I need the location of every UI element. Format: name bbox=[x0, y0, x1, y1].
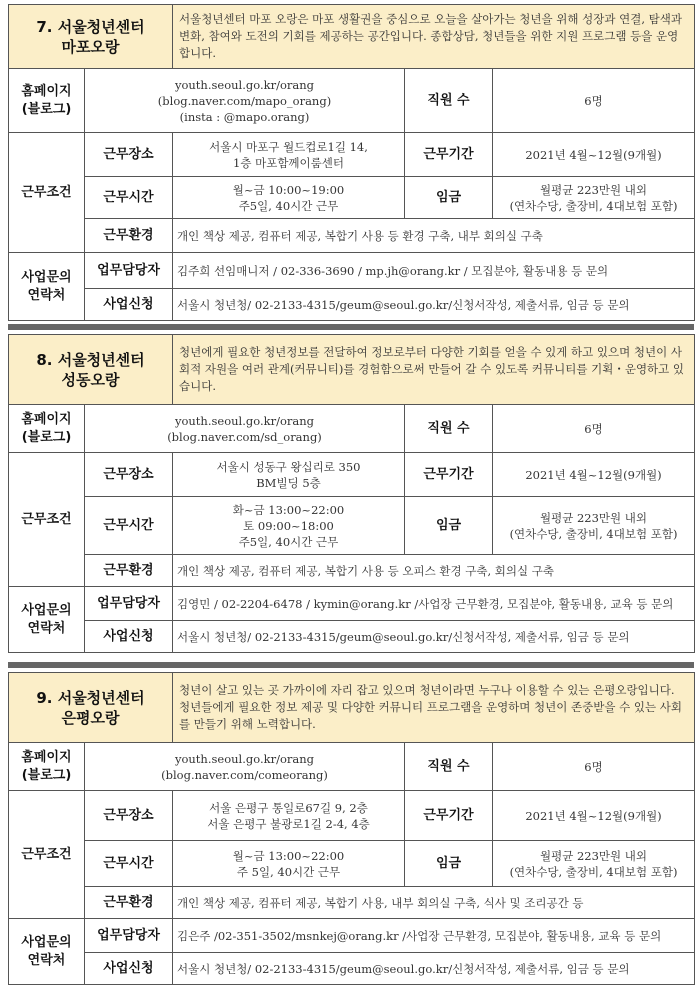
place-value: 서울시 마포구 월드컵로1길 14, 1층 마포함께이룸센터 bbox=[173, 133, 405, 177]
center-description: 서울청년센터 마포 오랑은 마포 생활권을 중심으로 오늘을 살아가는 청년을 위해 성장과 연결, 탐색과 변화, 참여와 도전의 기회를 제공하는 공간입니다. 종합상담, 청년들을 위한 지원 프로그램 등을 운영합니다. bbox=[173, 5, 695, 69]
place-label: 근무장소 bbox=[85, 133, 173, 177]
staff-label: 직원 수 bbox=[405, 69, 493, 133]
manager-label: 업무담당자 bbox=[85, 253, 173, 289]
hours-label: 근무시간 bbox=[85, 177, 173, 219]
hours-value: 월~금 13:00~22:00 주 5일, 40시간 근무 bbox=[173, 841, 405, 887]
apply-value: 서울시 청년청/ 02-2133-4315/geum@seoul.go.kr/신청서작성, 제출서류, 임금 등 문의 bbox=[173, 621, 695, 653]
manager-value: 김영민 / 02-2204-6478 / kymin@orang.kr /사업장 근무환경, 모집분야, 활동내용, 교육 등 문의 bbox=[173, 587, 695, 621]
apply-value: 서울시 청년청/ 02-2133-4315/geum@seoul.go.kr/신청서작성, 제출서류, 임금 등 문의 bbox=[173, 953, 695, 985]
period-value: 2021년 4월~12월(9개월) bbox=[493, 453, 695, 497]
wage-value: 월평균 223만원 내외 (연차수당, 출장비, 4대보험 포함) bbox=[493, 497, 695, 555]
place-value: 서울시 성동구 왕십리로 350 BM빌딩 5층 bbox=[173, 453, 405, 497]
manager-label: 업무담당자 bbox=[85, 919, 173, 953]
center-table bbox=[8, 334, 695, 653]
env-value: 개인 책상 제공, 컴퓨터 제공, 복합기 사용 등 환경 구축, 내부 회의실 구축 bbox=[173, 219, 695, 253]
homepage-label: 홈페이지 (블로그) bbox=[9, 69, 85, 133]
env-value: 개인 책상 제공, 컴퓨터 제공, 복합기 사용, 내부 회의실 구축, 식사 및 조리공간 등 bbox=[173, 887, 695, 919]
place-label: 근무장소 bbox=[85, 791, 173, 841]
apply-label: 사업신청 bbox=[85, 953, 173, 985]
period-value: 2021년 4월~12월(9개월) bbox=[493, 791, 695, 841]
hours-label: 근무시간 bbox=[85, 497, 173, 555]
center-section-mapo bbox=[8, 4, 694, 321]
contact-label: 사업문의 연락처 bbox=[9, 253, 85, 321]
homepage-label: 홈페이지 (블로그) bbox=[9, 743, 85, 791]
apply-label: 사업신청 bbox=[85, 289, 173, 321]
manager-value: 김주희 선임매니저 / 02-336-3690 / mp.jh@orang.kr / 모집분야, 활동내용 등 문의 bbox=[173, 253, 695, 289]
contact-label: 사업문의 연락처 bbox=[9, 919, 85, 985]
env-label: 근무환경 bbox=[85, 555, 173, 587]
env-value: 개인 책상 제공, 컴퓨터 제공, 복합기 사용 등 오피스 환경 구축, 회의실 구축 bbox=[173, 555, 695, 587]
wage-value: 월평균 223만원 내외 (연차수당, 출장비, 4대보험 포함) bbox=[493, 177, 695, 219]
homepage-value: youth.seoul.go.kr/orang (blog.naver.com/mapo_orang) (insta : @mapo.orang) bbox=[85, 69, 405, 133]
wage-label: 임금 bbox=[405, 841, 493, 887]
center-section-seongdong bbox=[8, 334, 694, 653]
center-section-eunpyeong bbox=[8, 672, 694, 985]
manager-value: 김은주 /02-351-3502/msnkej@orang.kr /사업장 근무환경, 모집분야, 활동내용, 교육 등 문의 bbox=[173, 919, 695, 953]
wage-label: 임금 bbox=[405, 497, 493, 555]
staff-value: 6명 bbox=[493, 405, 695, 453]
center-table bbox=[8, 672, 695, 985]
period-label: 근무기간 bbox=[405, 133, 493, 177]
period-label: 근무기간 bbox=[405, 453, 493, 497]
center-description: 청년에게 필요한 청년정보를 전달하여 정보로부터 다양한 기회를 얻을 수 있게 하고 있으며 청년이 사회적 자원을 여러 관계(커뮤니티)를 경험함으로써 만들어 갈 수 있도록 커뮤니티를 기획・운영하고 있습니다. bbox=[173, 335, 695, 405]
place-label: 근무장소 bbox=[85, 453, 173, 497]
period-label: 근무기간 bbox=[405, 791, 493, 841]
center-table bbox=[8, 4, 695, 321]
section-divider bbox=[8, 324, 694, 330]
center-title: 7. 서울청년센터 마포오랑 bbox=[9, 5, 173, 69]
contact-label: 사업문의 연락처 bbox=[9, 587, 85, 653]
center-description: 청년이 살고 있는 곳 가까이에 자리 잡고 있으며 청년이라면 누구나 이용할 수 있는 은평오랑입니다. 청년들에게 필요한 정보 제공 및 다양한 커뮤니티 프로그램을 운영하며 청년이 존중받을 수 있는 사회를 만들기 위해 노력합니다. bbox=[173, 673, 695, 743]
staff-label: 직원 수 bbox=[405, 743, 493, 791]
period-value: 2021년 4월~12월(9개월) bbox=[493, 133, 695, 177]
staff-value: 6명 bbox=[493, 743, 695, 791]
manager-label: 업무담당자 bbox=[85, 587, 173, 621]
place-value: 서울 은평구 통일로67길 9, 2층 서울 은평구 불광로1길 2-4, 4층 bbox=[173, 791, 405, 841]
env-label: 근무환경 bbox=[85, 887, 173, 919]
hours-label: 근무시간 bbox=[85, 841, 173, 887]
hours-value: 월~금 10:00~19:00 주5일, 40시간 근무 bbox=[173, 177, 405, 219]
apply-value: 서울시 청년청/ 02-2133-4315/geum@seoul.go.kr/신청서작성, 제출서류, 임금 등 문의 bbox=[173, 289, 695, 321]
staff-value: 6명 bbox=[493, 69, 695, 133]
conditions-label: 근무조건 bbox=[9, 133, 85, 253]
center-title: 8. 서울청년센터 성동오랑 bbox=[9, 335, 173, 405]
section-divider bbox=[8, 662, 694, 668]
wage-label: 임금 bbox=[405, 177, 493, 219]
staff-label: 직원 수 bbox=[405, 405, 493, 453]
homepage-value: youth.seoul.go.kr/orang (blog.naver.com/comeorang) bbox=[85, 743, 405, 791]
wage-value: 월평균 223만원 내외 (연차수당, 출장비, 4대보험 포함) bbox=[493, 841, 695, 887]
homepage-label: 홈페이지 (블로그) bbox=[9, 405, 85, 453]
hours-value: 화~금 13:00~22:00 토 09:00~18:00 주5일, 40시간 근무 bbox=[173, 497, 405, 555]
conditions-label: 근무조건 bbox=[9, 791, 85, 919]
apply-label: 사업신청 bbox=[85, 621, 173, 653]
conditions-label: 근무조건 bbox=[9, 453, 85, 587]
env-label: 근무환경 bbox=[85, 219, 173, 253]
homepage-value: youth.seoul.go.kr/orang (blog.naver.com/sd_orang) bbox=[85, 405, 405, 453]
center-title: 9. 서울청년센터 은평오랑 bbox=[9, 673, 173, 743]
